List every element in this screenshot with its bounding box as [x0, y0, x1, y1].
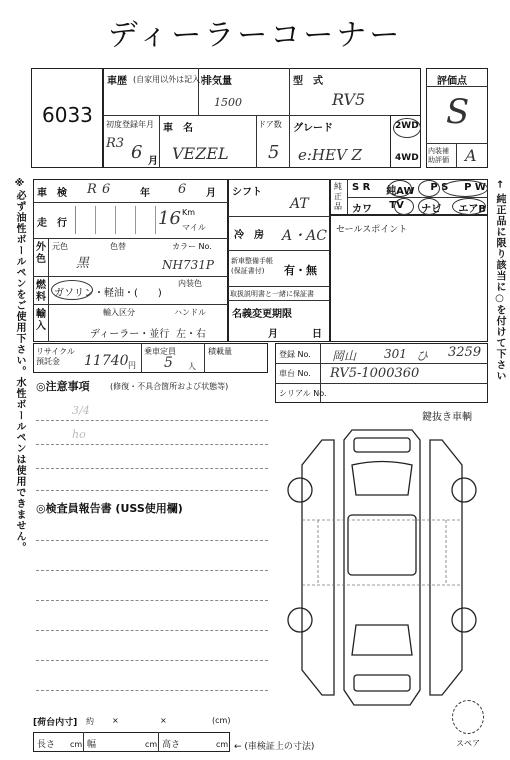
inspection-era: R — [87, 182, 97, 197]
windshield — [352, 462, 412, 496]
capacity-unit: 人 — [188, 362, 196, 371]
interior-color-label: 内装色 — [178, 279, 202, 288]
equip-alloy-wheels: 純AW — [386, 186, 415, 197]
doors-value: 5 — [268, 142, 280, 163]
registration-number: 3259 — [448, 345, 482, 360]
car-name-value: VEZEL — [172, 144, 229, 163]
manual-options: 有・無 — [284, 264, 317, 277]
cargo-length-unit: cm — [70, 740, 83, 749]
key-cut-label: 鍵抜き車輌 — [422, 412, 472, 423]
serial-label: シリアル No. — [279, 389, 327, 398]
first-reg-month: 6 — [131, 142, 143, 163]
cargo-height-unit: cm — [216, 740, 229, 749]
recycle-value: 11740 — [84, 353, 129, 369]
wheel-front-left — [288, 478, 312, 502]
recycle-unit: 円 — [128, 361, 136, 370]
spare-tire-icon — [452, 700, 484, 734]
inspection-month: 6 — [178, 182, 187, 197]
grade-value: e:HEV Z — [298, 146, 362, 164]
inspection-label: 車 検 — [37, 188, 67, 199]
inspection-month-unit: 月 — [206, 188, 216, 199]
fuel-options: ガソリン・軽油・( ) — [54, 288, 162, 299]
chassis-value: RV5-1000360 — [330, 366, 420, 381]
handle-value: 左・右 — [176, 329, 206, 340]
first-reg-label: 初度登録年月 — [106, 120, 154, 129]
notes-label: ◎注意事項 — [36, 380, 90, 393]
fuel-label: 燃料 — [36, 280, 46, 303]
car-body-outline — [344, 430, 420, 705]
first-reg-month-unit: 月 — [148, 156, 158, 167]
cargo-times2: × — [160, 716, 167, 725]
name-change-day: 日 — [312, 329, 322, 340]
color-label: 外色 — [36, 242, 46, 265]
car-diagram — [282, 420, 482, 720]
spare-label: スペア — [456, 739, 480, 748]
equip-tv: TV — [389, 200, 404, 211]
registration-class: 301 — [384, 347, 407, 361]
sales-point-label: セールスポイント — [336, 225, 408, 235]
color-code-value: NH731P — [162, 258, 214, 272]
recycle-label: リサイクル 預託金 — [36, 347, 75, 366]
cargo-times1: × — [112, 716, 119, 725]
vehicle-history-label: 車歴 — [107, 76, 127, 87]
import-label: 輸入 — [36, 309, 46, 332]
grade-label: グレード — [293, 123, 333, 134]
cargo-size-row — [33, 732, 230, 752]
equip-power-steering: P S — [430, 182, 449, 193]
equip-sr: S R — [352, 182, 371, 193]
drive-4wd: 4WD — [395, 153, 419, 163]
cargo-height: 高さ — [162, 740, 181, 750]
shift-label: シフト — [232, 187, 262, 198]
color-change-label: 色替 — [110, 242, 126, 251]
color-original-label: 元色 — [52, 242, 68, 251]
notes-scribble1: 3/4 — [72, 404, 90, 417]
rating-label: 評価点 — [437, 76, 467, 87]
notes-scribble2: ho — [72, 428, 86, 441]
ac-value: A・AC — [282, 228, 327, 244]
registration-kana: ひ — [416, 349, 429, 363]
cargo-length: 長さ — [37, 740, 56, 750]
doors-label: ドア数 — [258, 120, 282, 129]
equip-power-windows: P W — [464, 182, 486, 193]
mileage-unit-mile: マイル — [182, 223, 206, 232]
cargo-label: [荷台内寸] — [33, 718, 78, 728]
car-name-label: 車 名 — [163, 123, 193, 134]
import-class-value: ディーラー・並行 — [90, 329, 170, 340]
interior-rating-label: 内装補助評価 — [428, 147, 449, 164]
displacement-value: 1500 — [214, 96, 242, 109]
form-title: ディーラーコーナー — [107, 18, 403, 53]
mileage-value: 16 — [158, 208, 181, 229]
equipment-label: 純正品 — [334, 182, 342, 211]
inspection-year-unit: 年 — [140, 188, 150, 199]
left-side-note: ※必ず油性ボールペンをご使用下さい。水性ボールペンは使用できません。 — [14, 178, 25, 553]
first-reg-year: R3 — [106, 136, 125, 151]
rear-window — [352, 625, 412, 655]
mileage-unit-km: Km — [182, 208, 196, 217]
lot-number: 6033 — [42, 103, 93, 127]
mileage-label: 走 行 — [37, 218, 67, 229]
equip-leather: カワ — [352, 204, 372, 215]
manual-note: 取扱説明書と一緒に保証書 — [230, 290, 314, 298]
color-code-label: カラー No. — [172, 242, 212, 251]
interior-rating-value: A — [465, 146, 477, 165]
cargo-width: 幅 — [87, 740, 97, 750]
vehicle-history-note: (自家用以外は記入) — [133, 75, 204, 84]
model-value: RV5 — [332, 90, 366, 109]
registration-label: 登録 No. — [279, 350, 311, 359]
shift-value: AT — [290, 196, 309, 212]
ac-label: 冷 房 — [234, 230, 264, 241]
registration-region: 岡山 — [332, 349, 357, 363]
manual-label: 新車整備手帳 (保証書付) — [231, 257, 273, 275]
name-change-month: 月 — [268, 329, 278, 340]
displacement-label: 排気量 — [202, 76, 232, 87]
load-label: 積載量 — [208, 347, 232, 356]
right-side-note: ← 純正品に限り該当に○を付けて下さい — [494, 180, 505, 382]
import-class-label: 輸入区分 — [103, 308, 135, 317]
wheel-front-right — [452, 478, 476, 502]
notes-sub: (修復・不具合箇所および状態等) — [110, 382, 229, 391]
equip-airbag: エアB — [458, 204, 486, 215]
handle-label: ハンドル — [174, 308, 206, 317]
inspector-report-label: ◎検査員報告書 (USS使用欄) — [36, 502, 183, 515]
rating-value: S — [446, 92, 470, 132]
wheel-rear-left — [288, 608, 312, 632]
equip-navi: ナビ — [421, 204, 442, 215]
drive-2wd: 2WD — [395, 121, 419, 131]
chassis-label: 車台 No. — [279, 369, 311, 378]
inspection-year: 6 — [102, 182, 111, 197]
model-label: 型 式 — [293, 76, 323, 87]
vehicle-size-note: ← (車検証上の寸法) — [234, 742, 315, 752]
color-original-value: 黒 — [76, 256, 90, 271]
name-change-label: 名義変更期限 — [232, 309, 292, 320]
capacity-value: 5 — [164, 355, 173, 371]
cargo-width-unit: cm — [145, 740, 158, 749]
cargo-approx: 約 — [86, 717, 94, 726]
capacity-label: 乗車定員 — [144, 347, 176, 356]
cargo-unit: (cm) — [212, 716, 231, 725]
wheel-rear-right — [452, 608, 476, 632]
lot-number-box — [31, 68, 103, 168]
